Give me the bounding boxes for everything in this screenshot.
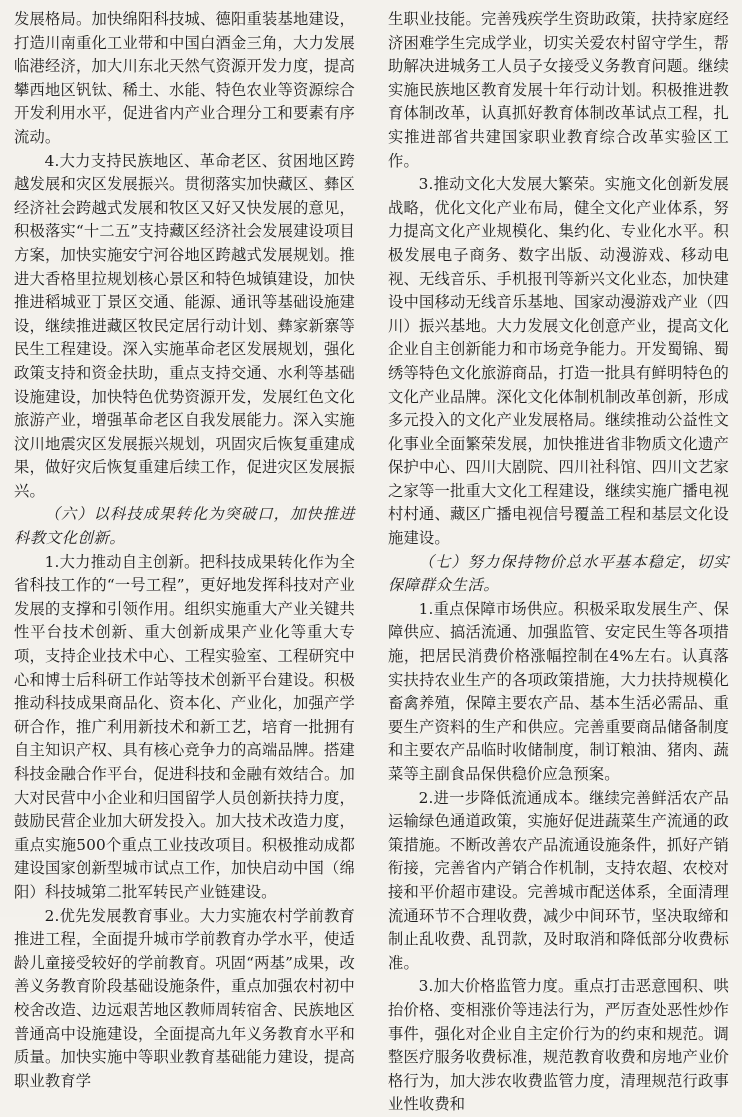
paragraph-education: 2.优先发展教育事业。大力实施农村学前教育推进工程，全面提升城市学前教育办学水平，使适龄儿童接受较好的学前教育。巩固“两基”成果，改善义务教育阶段基础设施条件，重点加强农村初中校舍改造、边远艰苦地区教师周转宿舍、民族地区普通高中设施建设，全面提高九年义务教育水平和质量。加快实施中等职业教育基础能力建设，提高职业教育学 [14,906,355,1090]
left-column [14,8,355,1093]
paragraph-continued: 发展格局。加快绵阳科技城、德阳重装基地建设，打造川南重化工业带和中国白酒金三角，大力发展临港经济，加大川东北天然气资源开发力度，提高攀西地区钒钛、稀土、水能、特色农业等资源综合开发利用水平，促进省内产业合理分工和要素有序流动。 [14,10,355,146]
paragraph-price-supervision: 3.加大价格监管力度。重点打击恶意囤积、哄抬价格、变相涨价等违法行为，严厉查处恶性炒作事件，强化对企业自主定价行为的约束和规范。调整医疗服务收费标准，规范教育收费和房地产业价格行为，加大涉农收费监管力度，清理规范行政事业性收费和 [388,977,729,1114]
paragraph-innovation: 1.大力推动自主创新。把科技成果转化作为全省科技工作的“一号工程”，更好地发挥科技对产业发展的支撑和引领作用。组织实施重大产业关键共性平台技术创新、重大创新成果产业化等重大专项，支持企业技术中心、工程实验室、工程研究中心和博士后科研工作站等技术创新平台建设。积极推动科技成果商品化、资本化、产业化，加强产学研合作，推广利用新技术和新工艺，培育一批拥有自主知识产权、具有核心竞争力的高端品牌。搭建科技金融合作平台，促进科技和金融有效结合。加大对民营中小企业和归国留学人员创新扶持力度，鼓励民营企业加大研发投入。加大技术改造力度，重点实施500个重点工业技改项目。积极推动成都建设国家创新型城市试点工作，加快启动中国（绵阳）科技城第二批军转民产业链建设。 [14,552,355,901]
right-column [388,8,729,1117]
paragraph-culture: 3.推动文化大发展大繁荣。实施文化创新发展战略，优化文化产业布局，健全文化产业体系，努力提高文化产业规模化、集约化、专业化水平。积极发展电子商务、数字出版、动漫游戏、移动电视、无线音乐、手机报刊等新兴文化业态，加快建设中国移动无线音乐基地、国家动漫游戏产业（四川）振兴基地。大力发展文化创意产业，提高文化企业自主创新能力和市场竞争能力。开发蜀锦、蜀绣等特色文化旅游商品，打造一批具有鲜明特色的文化产业品牌。深化文化体制机制改革创新，形成多元投入的文化产业发展格局。继续推动公益性文化事业全面繁荣发展，加快推进省非物质文化遗产保护中心、四川大剧院、四川社科馆、四川文艺家之家等一批重大文化工程建设，继续实施广播电视村村通、藏区广播电视信号覆盖工程和基层文化设施建设。 [388,175,729,548]
paragraph-market-supply: 1.重点保障市场供应。积极采取发展生产、保障供应、搞活流通、加强监管、安定民生等各项措施，把居民消费价格涨幅控制在4%左右。认真落实扶持农业生产的各项政策措施，大力扶持规模化畜禽养殖，保障主要农产品、基本生活必需品、重要生产资料的生产和供应。完善重要商品储备制度和主要农产品临时收储制度，制订粮油、猪肉、蔬菜等主副食品保供稳价应急预案。 [388,599,729,783]
section-heading-7: （七）努力保持物价总水平基本稳定，切实保障群众生活。 [388,552,729,595]
section-heading-6: （六）以科技成果转化为突破口，加快推进科教文化创新。 [14,505,355,548]
paragraph-education-continued: 生职业技能。完善残疾学生资助政策，扶持家庭经济困难学生完成学业，切实关爱农村留守学生，帮助解决进城务工人员子女接受义务教育问题。继续实施民族地区教育发展十年行动计划。积极推进教育体制改革，认真抓好教育体制改革试点工程，扎实推进部省共建国家职业教育综合改革实验区工作。 [388,10,729,170]
paragraph-regional-development: 4.大力支持民族地区、革命老区、贫困地区跨越发展和灾区发展振兴。贯彻落实加快藏区、彝区经济社会跨越式发展和牧区又好又快发展的意见，积极落实“十二五”支持藏区经济社会发展建设项目方案，加快实施安宁河谷地区跨越式发展规划。推进大香格里拉规划核心景区和特色城镇建设，加快推进稻城亚丁景区交通、能源、通讯等基础设施建设，继续推进藏区牧民定居行动计划、彝家新寨等民生工程建设。深入实施革命老区发展规划，强化政策支持和资金扶助，重点支持交通、水利等基础设施建设，加快特色优势资源开发，发展红色文化旅游产业，增强革命老区自我发展能力。深入实施汶川地震灾区发展振兴规划，巩固灾后恢复重建成果，做好灾后恢复重建后续工作，促进灾区发展振兴。 [14,151,355,500]
paragraph-circulation-cost: 2.进一步降低流通成本。继续完善鲜活农产品运输绿色通道政策，实施好促进蔬菜生产流通的政策措施。不断改善农产品流通设施条件，抓好产销衔接，完善省内产销合作机制，支持农超、农校对接和平价超市建设。完善城市配送体系，全面清理流通环节不合理收费，减少中间环节，坚决取缔和制止乱收费、乱罚款，及时取消和降低部分收费标准。 [388,788,729,972]
